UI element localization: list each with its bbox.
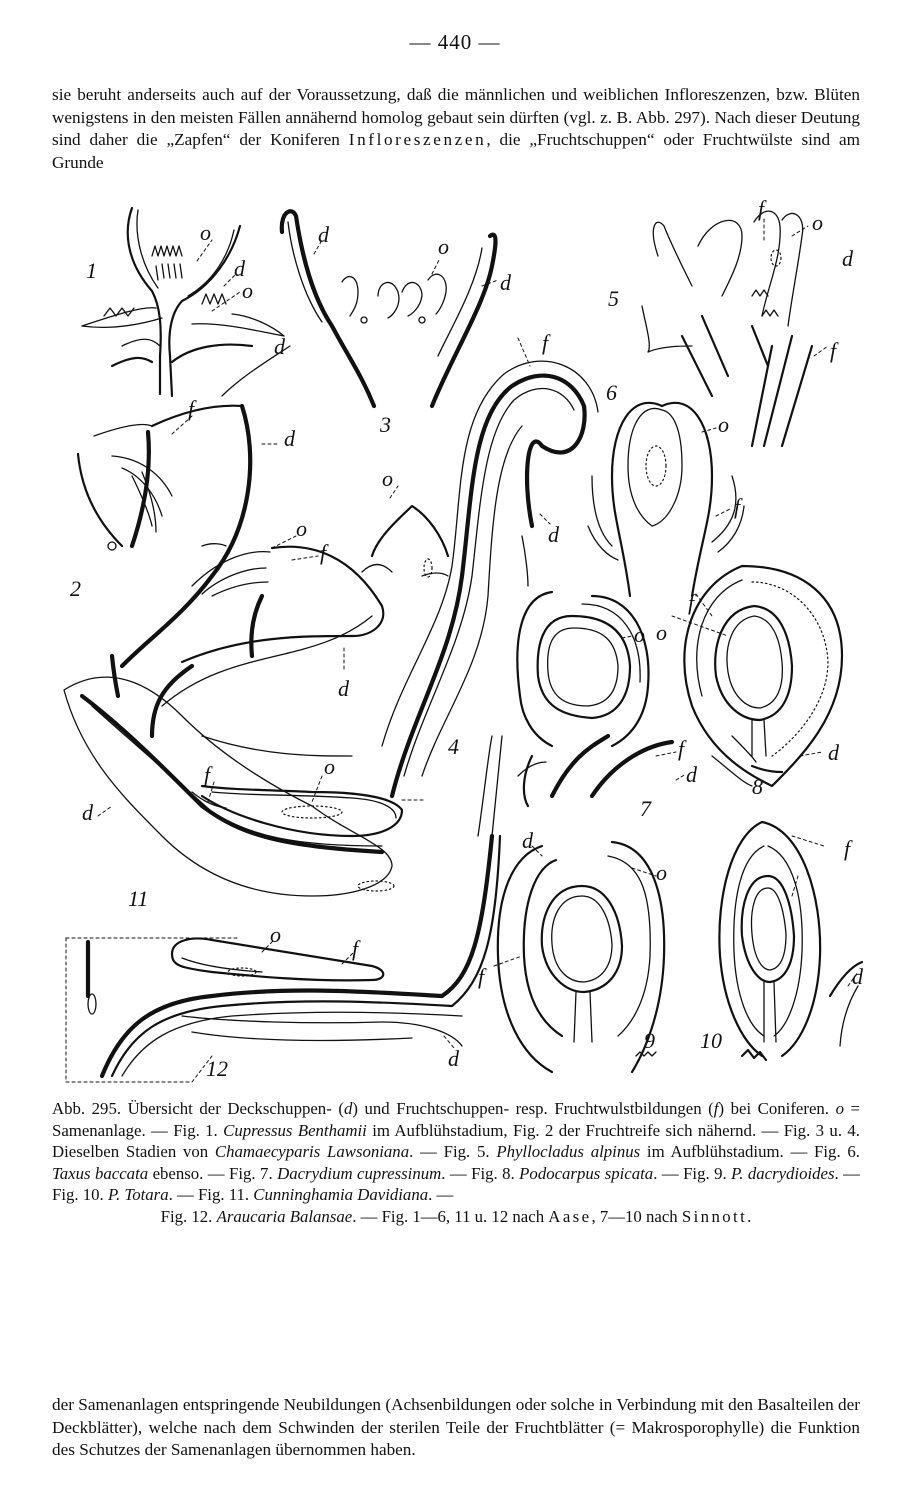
- caption-symbol-f: f: [713, 1099, 719, 1118]
- fig-9-drawing: [478, 828, 667, 1072]
- fig-2-label-o: o: [296, 516, 307, 541]
- caption-text: . — Fig. 11.: [168, 1185, 254, 1205]
- fig-10-drawing: [700, 822, 864, 1060]
- fig-2-drawing: [70, 396, 383, 756]
- fig-10-number: 10: [700, 1028, 722, 1053]
- figure-drawing: [52, 196, 870, 1086]
- fig-6-label-f: f: [734, 494, 741, 519]
- text-top-part1: sie beruht anderseits auch auf der Voraussetzung, daß die männlichen und weiblichen Infloreszenzen, bzw. Blüten wenigstens in den meisten Fällen annähernd homolog gebaut sein dürften (vgl. z. B. Abb. 297). Nach dieser Deutung sind daher die „Zapfen“ der Koniferen: [52, 85, 860, 150]
- fig-7-label-d: d: [686, 762, 697, 787]
- fig-1-label-d: d: [234, 256, 245, 281]
- text-top-part2: , die „Fruchtschuppen“ oder Fruchtwülste sind am Grunde: [52, 130, 860, 172]
- body-paragraph-top: [52, 84, 860, 174]
- fig-10-label-f: f: [844, 836, 851, 861]
- fig-9-label-f: f: [478, 964, 485, 989]
- fig-3-label-o: o: [438, 234, 449, 259]
- fig-11-label-d: d: [82, 800, 93, 825]
- fig-10-label-d: d: [852, 964, 863, 989]
- fig-4-label-o: o: [382, 466, 393, 491]
- caption-text: ) und Fruchtschuppen- resp. Fruchtwulstbildungen (: [352, 1099, 714, 1118]
- caption-last-line: [52, 1206, 860, 1228]
- fig-11-label-f: f: [204, 762, 211, 787]
- caption-text: . —: [428, 1185, 454, 1205]
- caption-symbol-o: o: [835, 1099, 844, 1118]
- fig-3-label-d2: d: [500, 270, 511, 295]
- figure-caption: [52, 1098, 860, 1228]
- caption-author: Sinnott: [681, 1206, 748, 1226]
- caption-text: im Aufblühstadium. — Fig. 6.: [640, 1142, 860, 1162]
- fig-5-label-f2: f: [830, 338, 837, 363]
- fig-3-number: 3: [380, 412, 391, 437]
- caption-text: im Aufblühstadium, Fig. 2 der Fruchtreife sich nähernd. — Fig. 3 u. 4. Dieselben Stadien von: [52, 1120, 860, 1162]
- fig-8-label-o: o: [656, 620, 667, 645]
- fig-4-label-f: f: [542, 330, 549, 355]
- fig-7-label-o: o: [634, 622, 645, 647]
- fig-9-number: 9: [644, 1028, 655, 1053]
- fig-8-label-d: d: [828, 740, 839, 765]
- fig-6-drawing: [588, 380, 744, 596]
- fig-9-label-d: d: [522, 828, 533, 853]
- fig-6-number: 6: [606, 380, 617, 405]
- fig-7-number: 7: [640, 796, 651, 821]
- caption-text: = Samenanlage. — Fig. 1.: [52, 1099, 860, 1140]
- body-paragraph-bottom: der Samenanlagen entspringende Neubildungen (Achsenbildungen oder solche in Verbindung mit den Basalteilen der Deckblätter), welche nach dem Schwinden der sterilen Teile der Fruchtblätter (= Makrosporophylle) die Funktion des Schutzes der Samenanlagen übernommen haben.: [52, 1395, 860, 1460]
- fig-12-label-f: f: [352, 936, 359, 961]
- fig-12-label-o: o: [270, 922, 281, 947]
- caption-species: Cupressus Benthamii: [223, 1120, 367, 1140]
- fig-11-label-o: o: [324, 754, 335, 779]
- caption-text: ) bei Coniferen.: [718, 1099, 836, 1118]
- caption-text: . — Fig. 9.: [653, 1163, 732, 1183]
- caption-species: P. dacrydioides: [731, 1163, 835, 1183]
- figure-abb-295: [52, 196, 870, 1086]
- caption-text: .: [747, 1206, 752, 1226]
- fig-3-drawing: [282, 211, 512, 437]
- caption-text: . — Fig. 10.: [52, 1163, 860, 1205]
- fig-7-label-f: f: [678, 736, 685, 761]
- fig-8-label-f: f: [688, 590, 695, 615]
- fig-2-label-f2: f: [320, 540, 327, 565]
- fig-5-label-f: f: [758, 196, 765, 221]
- fig-8-drawing: [656, 566, 842, 799]
- fig-2-label-d2: d: [338, 676, 349, 701]
- fig-7-drawing: [517, 592, 698, 821]
- fig-2-label-d: d: [284, 426, 295, 451]
- caption-author: Aase: [548, 1206, 592, 1226]
- fig-1-label-d2: d: [274, 334, 285, 359]
- text-top-spaced: Infloreszenzen: [348, 130, 487, 150]
- caption-species: Araucaria Balansae: [216, 1206, 353, 1226]
- fig-9-label-o: o: [656, 860, 667, 885]
- fig-2-number: 2: [70, 576, 81, 601]
- fig-11-drawing: [64, 677, 424, 911]
- fig-1-drawing: [82, 208, 290, 396]
- caption-text: ebenso. — Fig. 7.: [148, 1163, 278, 1183]
- fig-4-number: 4: [448, 734, 459, 759]
- caption-text: Fig. 12.: [160, 1206, 217, 1226]
- caption-species: Podocarpus spicata: [519, 1163, 654, 1183]
- page-number: — 440 —: [409, 30, 501, 54]
- caption-species: Cunninghamia Davidiana: [253, 1185, 429, 1205]
- fig-12-label-d: d: [448, 1046, 459, 1071]
- caption-species: P. Totara: [107, 1185, 169, 1205]
- fig-4-drawing: [362, 330, 598, 796]
- caption-species: Taxus baccata: [52, 1163, 149, 1183]
- caption-text: . — Fig. 5.: [409, 1142, 497, 1162]
- fig-8-number: 8: [752, 774, 763, 799]
- fig-11-number: 11: [128, 886, 149, 911]
- fig-3-label-d: d: [318, 222, 329, 247]
- fig-5-label-d: d: [842, 246, 853, 271]
- caption-symbol-d: d: [343, 1099, 353, 1118]
- fig-5-number: 5: [608, 286, 619, 311]
- caption-species: Phyllocladus alpinus: [496, 1142, 641, 1162]
- fig-5-drawing: [608, 196, 854, 446]
- caption-species: Dacrydium cupressinum: [277, 1163, 442, 1183]
- fig-2-label-f: f: [188, 396, 195, 421]
- fig-1-number: 1: [86, 258, 97, 283]
- caption-text: . — Fig. 1—6, 11 u. 12 nach: [352, 1206, 549, 1226]
- fig-1-label-o2: o: [242, 278, 253, 303]
- fig-6-label-o: o: [718, 412, 729, 437]
- fig-4-label-d: d: [548, 522, 559, 547]
- fig-12-number: 12: [206, 1056, 228, 1081]
- fig-1-label-o: o: [200, 220, 211, 245]
- fig-5-label-o: o: [812, 210, 823, 235]
- caption-text: Abb. 295. Übersicht der Deckschuppen- (: [52, 1099, 344, 1118]
- caption-text: . — Fig. 8.: [441, 1163, 520, 1183]
- caption-text: , 7—10 nach: [591, 1206, 682, 1226]
- caption-species: Chamaecyparis Lawsoniana: [214, 1142, 410, 1162]
